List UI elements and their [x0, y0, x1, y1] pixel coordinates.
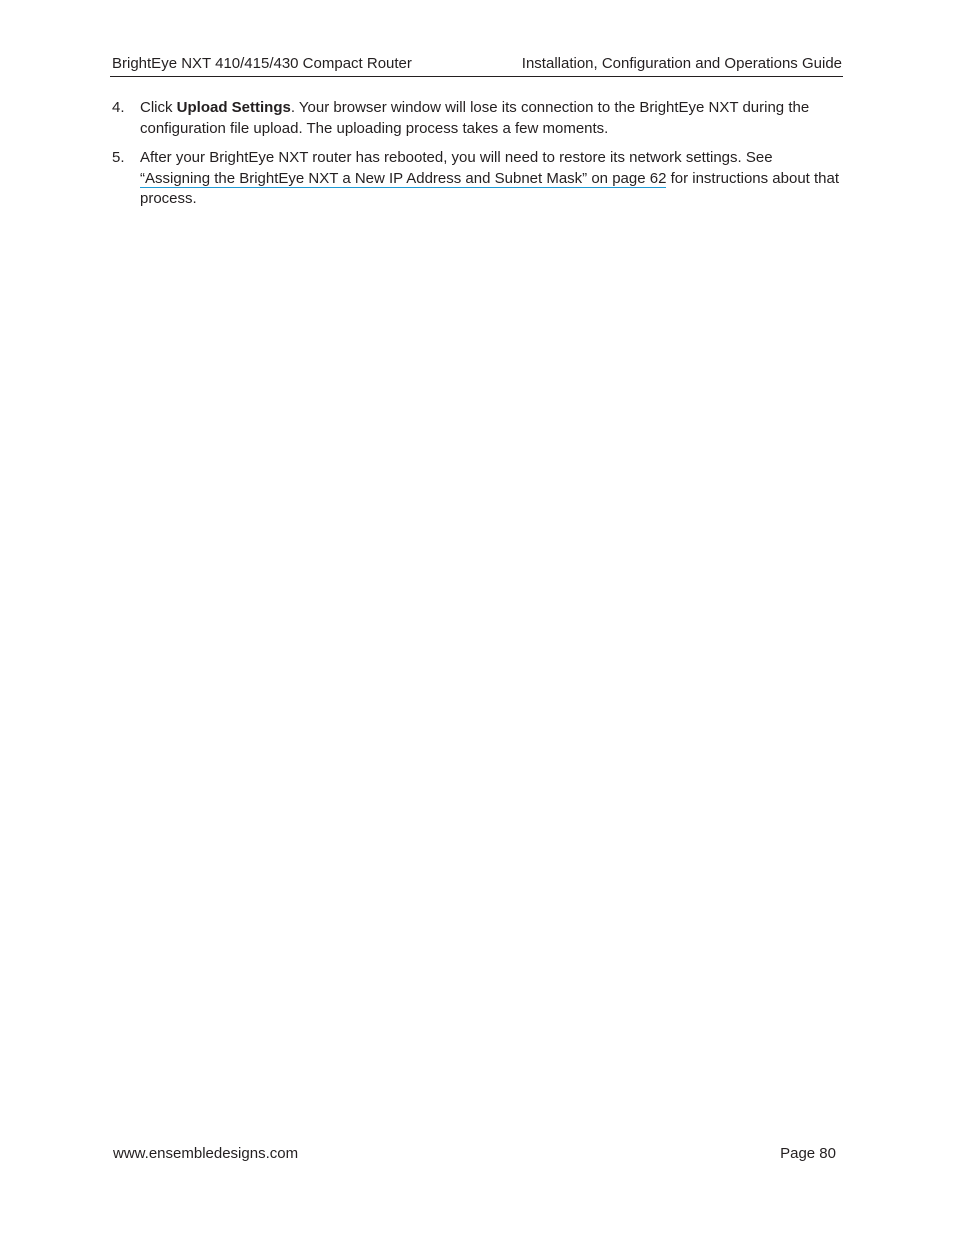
header-product-title: BrightEye NXT 410/415/430 Compact Router	[112, 55, 412, 72]
step-number: 5.	[112, 149, 125, 166]
header-guide-title: Installation, Configuration and Operations Guide	[521, 55, 842, 72]
step-text-prefix: Click	[140, 99, 177, 116]
step-4	[112, 98, 842, 139]
step-text-suffix: . Your browser window will lose its connection to the BrightEye NXT during the configuration file upload. The uploading process takes a few moments.	[140, 99, 810, 137]
footer-page-number: Page 80	[780, 1145, 836, 1162]
step-text	[140, 99, 809, 137]
step-text	[140, 149, 839, 207]
cross-reference-link[interactable]: “Assigning the BrightEye NXT a New IP Address and Subnet Mask” on page 62	[140, 169, 667, 187]
steps-list	[112, 98, 842, 219]
step-text-prefix: After your BrightEye NXT router has rebooted, you will need to restore its network settings. See	[140, 149, 773, 166]
step-5	[112, 148, 842, 210]
step-number: 4.	[112, 99, 125, 116]
page-header	[110, 54, 843, 77]
step-text-suffix: for instructions about that process.	[140, 169, 840, 207]
upload-settings-label: Upload Settings	[176, 99, 291, 116]
footer-website: www.ensembledesigns.com	[113, 1145, 299, 1162]
